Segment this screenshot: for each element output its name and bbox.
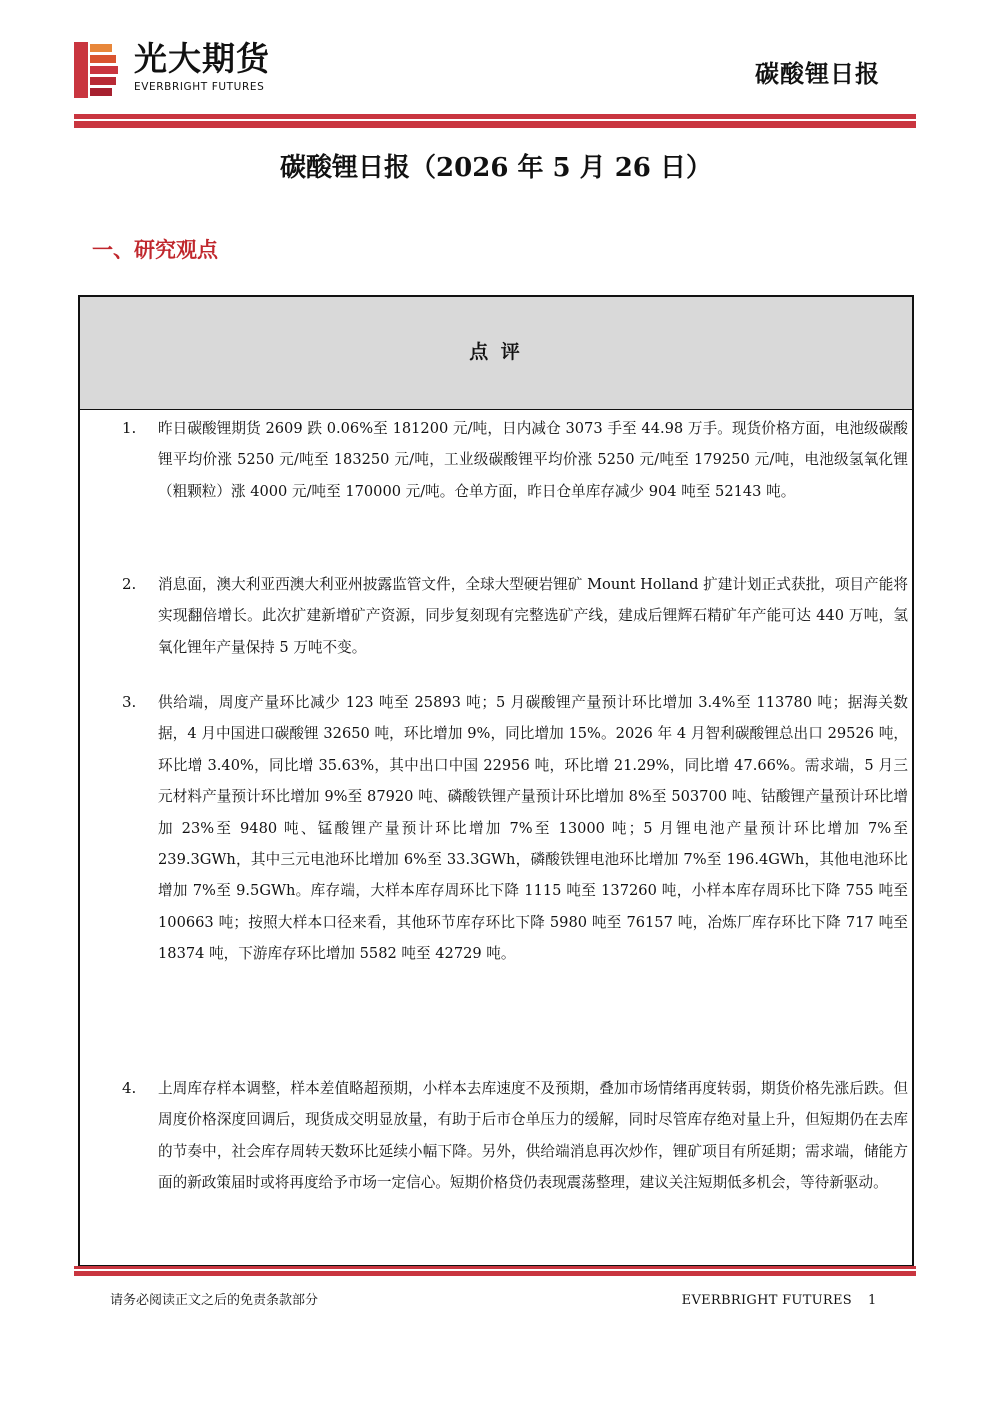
document-title: 碳酸锂日报（2026 年 5 月 26 日） [280,153,712,183]
item-text: 供给端，周度产量环比减少 123 吨至 25893 吨；5 月碳酸锂产量预计环比增加 3.4%至 113780 吨；据海关数据，4 月中国进口碳酸锂 32650 吨，环比增加 9%，同比增加 15%。2026 年 4 月智利碳酸锂总出口 29526 吨，环比增 3.40%，同比增 35.63%，其中出口中国 22956 吨，环比增 21.29%，同比增 47.66%。需求端，5 月三元材料产量预计环比增加 9%至 87920 吨、磷酸铁锂产量预计环比增加 8%至 503700 吨、钴酸锂产量预计环比增加 23%至 9480 吨、锰酸锂产量预计环比增加 7%至 13000 吨；5 月锂电池产量预计环比增加 7%至 239.3GWh，其中三元电池环比增加 6%至 33.3GWh，磷酸铁锂电池环比增加 7%至 196.4GWh，其他电池环比增加 7%至 9.5GWh。库存端，大样本库存周环比下降 1115 吨至 137260 吨，小样本库存周环比下降 755 吨至 100663 吨；按照大样本口径来看，其他环节库存环比下降 5980 吨至 76157 吨，冶炼厂库存环比下降 717 吨至 18374 吨，下游库存环比增加 5582 吨至 42729 吨。 [158,694,908,963]
table-header-label: 点 评 [469,341,523,363]
brand-name-cn: 光大期货 [134,39,270,78]
disclaimer-notice: 请务必阅读正文之后的免责条款部分 [110,1293,319,1308]
item-text: 上周库存样本调整，样本差值略超预期，小样本去库速度不及预期，叠加市场情绪再度转弱，期货价格先涨后跌。但周度价格深度回调后，现货成交明显放量，有助于后市仓单压力的缓解，同时尽管库存绝对量上升，但短期仍在去库的节奏中，社会库存周转天数环比延续小幅下降。另外，供给端消息再次炒作，锂矿项目有所延期；需求端，储能方面的新政策届时或将再度给予市场一定信心。短期价格贷仍表现震荡整理，建议关注短期低多机会，等待新驱动。 [158,1080,908,1192]
section-title: 一、研究观点 [92,237,218,262]
item-text: 消息面，澳大利亚西澳大利亚州披露监管文件，全球大型硬岩锂矿 Mount Holland 扩建计划正式获批，项目产能将实现翻倍增长。此次扩建新增矿产资源，同步复刻现有完整选矿产线，建成后锂辉石精矿年产能可达 440 万吨，氢氧化锂年产量保持 5 万吨不变。 [158,576,908,656]
page-number: 1 [868,1293,877,1308]
report-type-label: 碳酸锂日报 [755,60,880,88]
item-text: 昨日碳酸锂期货 2609 跌 0.06%至 181200 元/吨，日内减仓 3073 手至 44.98 万手。现货价格方面，电池级碳酸锂平均价涨 5250 元/吨至 183250 元/吨，工业级碳酸锂平均价涨 5250 元/吨至 179250 元/吨，电池级氢氧化锂（粗颗粒）涨 4000 元/吨至 170000 元/吨。仓单方面，昨日仓单库存减少 904 吨至 52143 吨。 [158,420,908,500]
footer-divider [74,1266,916,1276]
item-number: 3. [122,693,137,711]
header-divider [74,114,916,128]
item-number: 2. [122,575,137,593]
table-header [80,297,912,410]
item-number: 1. [122,419,137,437]
everbright-logo-icon [74,42,118,98]
footer-brand: EVERBRIGHT FUTURES [681,1293,852,1308]
item-number: 4. [122,1079,137,1097]
comment-table [78,295,914,1267]
brand-name-en: EVERBRIGHT FUTURES [134,81,265,93]
